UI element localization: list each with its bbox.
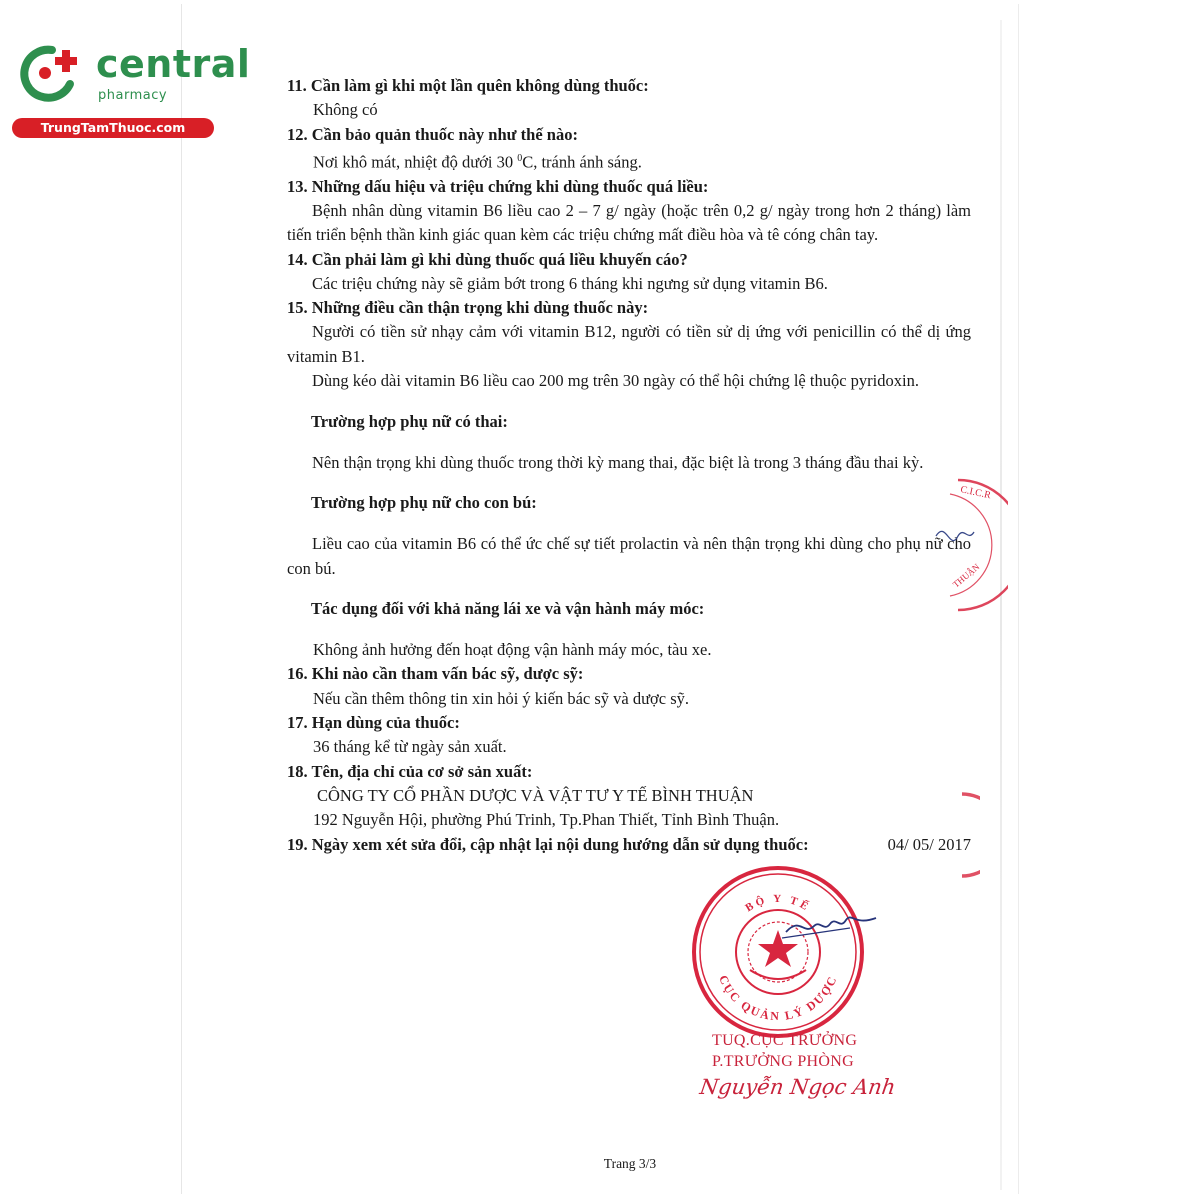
section-heading-13: 13. Những dấu hiệu và triệu chứng khi dùng thuốc quá liều: bbox=[287, 176, 709, 196]
section-body-12 bbox=[287, 147, 971, 175]
section-heading-19: 19. Ngày xem xét sửa đổi, cập nhật lại nội dung hướng dẫn sử dụng thuốc: bbox=[287, 834, 809, 854]
section-heading-17: 17. Hạn dùng của thuốc: bbox=[287, 713, 460, 733]
signer-name: Nguyễn Ngọc Anh bbox=[698, 1075, 898, 1099]
degree-superscript: 0 bbox=[517, 152, 523, 164]
side-seal-stamp bbox=[928, 470, 1008, 620]
side-signature-scribble bbox=[936, 531, 974, 540]
seal-bottom-text: CỤC QUẢN LÝ DƯỢC bbox=[716, 973, 840, 1024]
manufacturer-address: 192 Nguyễn Hội, phường Phú Trinh, Tp.Phan Thiết, Tỉnh Bình Thuận. bbox=[313, 810, 780, 830]
section-body-13: Bệnh nhân dùng vitamin B6 liều cao 2 – 7 g/ ngày (hoặc trên 0,2 g/ ngày trong hơn 2 tháng) làm tiến triển bệnh thần kinh giác quan kèm các triệu chứng mất điều hòa và tê cóng chân tay. bbox=[287, 200, 971, 245]
body-driving: Không ảnh hưởng đến hoạt động vận hành máy móc, tàu xe. bbox=[313, 640, 712, 660]
section-body-15a: Người có tiền sử nhạy cảm với vitamin B12, người có tiền sử dị ứng với penicillin có thể dị ứng vitamin B1. bbox=[287, 322, 971, 366]
page-footer bbox=[0, 1156, 1200, 1172]
section-body-17: 36 tháng kể từ ngày sản xuất. bbox=[313, 737, 507, 757]
section-body-11: Không có bbox=[313, 100, 378, 120]
section-body-14: Các triệu chứng này sẽ giảm bớt trong 6 tháng khi ngưng sử dụng vitamin B6. bbox=[312, 273, 828, 293]
logo-brand: central bbox=[96, 42, 251, 86]
document-body bbox=[287, 74, 971, 857]
central-pharmacy-logo[interactable] bbox=[8, 38, 251, 138]
signer-title: TUQ.CỤC TRƯỞNG bbox=[712, 1032, 858, 1049]
storage-text-post: C, tránh ánh sáng. bbox=[522, 152, 642, 172]
section-heading-14: 14. Cần phải làm gì khi dùng thuốc quá liều khuyến cáo? bbox=[287, 249, 688, 269]
signer-block bbox=[700, 1030, 930, 1102]
body-pregnancy: Nên thận trọng khi dùng thuốc trong thời kỳ mang thai, đặc biệt là trong 3 tháng đầu thai kỳ. bbox=[312, 452, 924, 472]
subheading-breastfeeding: Trường hợp phụ nữ cho con bú: bbox=[311, 493, 537, 513]
manufacturer-name: CÔNG TY CỔ PHẦN DƯỢC VÀ VẬT TƯ Y TẾ BÌNH THUẬN bbox=[317, 785, 754, 805]
body-breastfeeding: Liều cao của vitamin B6 có thể ức chế sự tiết prolactin và nên thận trọng khi dùng cho phụ nữ cho con bú. bbox=[287, 534, 971, 578]
side-seal-text: C.I.C.R bbox=[959, 484, 992, 502]
signature-scribble bbox=[780, 906, 880, 946]
subheading-driving: Tác dụng đối với khả năng lái xe và vận hành máy móc: bbox=[311, 599, 705, 619]
page-number: Trang 3/3 bbox=[603, 1156, 657, 1171]
subheading-pregnancy: Trường hợp phụ nữ có thai: bbox=[311, 411, 508, 431]
revision-date: 04/ 05/ 2017 bbox=[887, 834, 971, 854]
section-body-16: Nếu cần thêm thông tin xin hỏi ý kiến bác sỹ và dược sỹ. bbox=[313, 688, 690, 708]
ministry-round-seal bbox=[688, 862, 868, 1042]
side-seal-fragment bbox=[940, 790, 980, 880]
section-heading-11: 11. Cần làm gì khi một lần quên không dùng thuốc: bbox=[287, 76, 649, 95]
section-body-15b: Dùng kéo dài vitamin B6 liều cao 200 mg trên 30 ngày có thể hội chứng lệ thuộc pyridoxin. bbox=[312, 371, 919, 391]
pharmacy-cross-icon bbox=[12, 40, 86, 104]
signer-position: P.TRƯỞNG PHÒNG bbox=[712, 1053, 854, 1070]
section-heading-16: 16. Khi nào cần tham vấn bác sỹ, dược sỹ: bbox=[287, 664, 584, 684]
storage-text-pre: Nơi khô mát, nhiệt độ dưới 30 bbox=[313, 152, 518, 172]
seal-top-text: BỘ Y TẾ bbox=[743, 892, 813, 915]
section-19-line bbox=[287, 833, 971, 857]
section-heading-12: 12. Cần bảo quản thuốc này như thế nào: bbox=[287, 124, 578, 144]
side-seal-place: THUẬN bbox=[950, 561, 982, 590]
logo-website[interactable]: TrungTamThuoc.com bbox=[12, 118, 214, 138]
section-heading-15: 15. Những điều cần thận trọng khi dùng thuốc này: bbox=[287, 298, 649, 318]
logo-subtitle: pharmacy bbox=[98, 88, 168, 103]
section-heading-18: 18. Tên, địa chỉ của cơ sở sản xuất: bbox=[287, 761, 533, 781]
